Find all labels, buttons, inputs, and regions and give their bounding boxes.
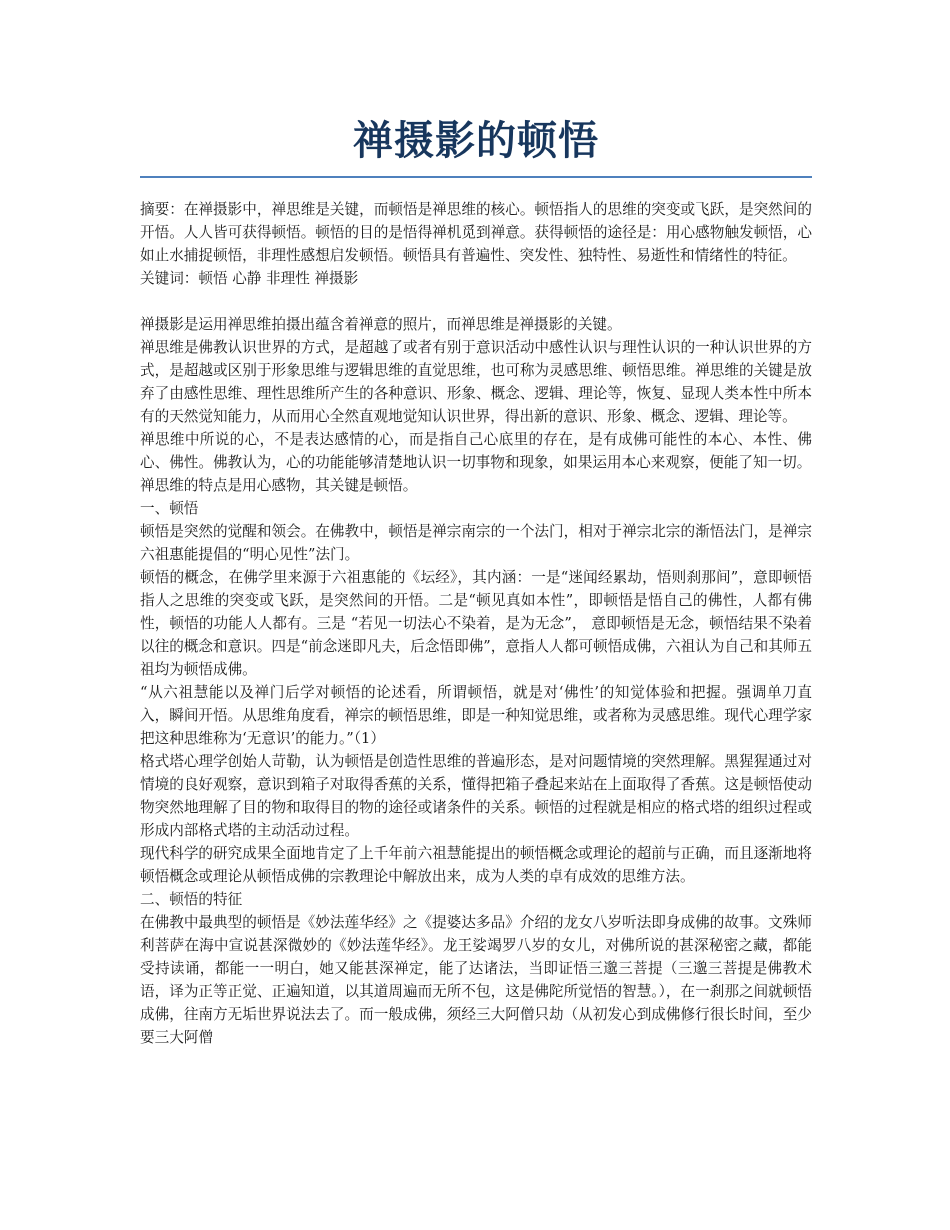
body-paragraph: 摘要：在禅摄影中，禅思维是关键，而顿悟是禅思维的核心。顿悟指人的思维的突变或飞跃，是突然间的开悟。人人皆可获得顿悟。顿悟的目的是悟得禅机觅到禅意。获得顿悟的途径是：用心感物触发顿悟，心如止水捕捉顿悟，非理性感想启发顿悟。顿悟具有普遍性、突发性、独特性、易逝性和情绪性的特征。 [140, 201, 812, 264]
document-page [140, 112, 812, 1049]
body-paragraph: 一、顿悟 [140, 500, 199, 517]
body-paragraph [140, 290, 812, 313]
body-paragraph: “从六祖慧能以及禅门后学对顿悟的论述看，所谓顿悟，就是对‘佛性’的知觉体验和把握。强调单刀直入，瞬间开悟。从思维角度看，禅宗的顿悟思维，即是一种知觉思维，或者称为灵感思维。现代心理学家把这种思维称为‘无意识’的能力。”（1） [140, 684, 812, 747]
document-title: 禅摄影的顿悟 [353, 118, 599, 164]
body-paragraph: 顿悟是突然的觉醒和领会。在佛教中，顿悟是禅宗南宗的一个法门，相对于禅宗北宗的渐悟法门，是禅宗六祖惠能提倡的“明心见性”法门。 [140, 523, 812, 563]
body-paragraph: 禅思维是佛教认识世界的方式，是超越了或者有别于意识活动中感性认识与理性认识的一种认识世界的方式，是超越或区别于形象思维与逻辑思维的直觉思维，也可称为灵感思维、顿悟思维。禅思维的关键是放弃了由感性思维、理性思维所产生的各种意识、形象、概念、逻辑、理论等，恢复、显现人类本性中所本有的天然觉知能力，从而用心全然直观地觉知认识世界，得出新的意识、形象、概念、逻辑、理论等。 [140, 339, 812, 425]
title-underline [140, 176, 812, 178]
document-body [140, 198, 812, 1049]
body-paragraph: 现代科学的研究成果全面地肯定了上千年前六祖慧能提出的顿悟概念或理论的超前与正确，而且逐渐地将顿悟概念或理论从顿悟成佛的宗教理论中解放出来，成为人类的卓有成效的思维方法。 [140, 845, 812, 885]
body-paragraph: 二、顿悟的特征 [140, 891, 243, 908]
body-paragraph: 禅摄影是运用禅思维拍摄出蕴含着禅意的照片，而禅思维是禅摄影的关键。 [140, 316, 622, 333]
body-paragraph: 禅思维中所说的心，不是表达感情的心，而是指自己心底里的存在，是有成佛可能性的本心、本性、佛心、佛性。佛教认为，心的功能能够清楚地认识一切事物和现象，如果运用本心来观察，便能了知一切。 [140, 431, 812, 471]
body-paragraph: 顿悟的概念，在佛学里来源于六祖惠能的《坛经》，其内涵：一是“迷闻经累劫，悟则刹那间”，意即顿悟指人之思维的突变或飞跃，是突然间的开悟。二是“顿见真如本性”，即顿悟是悟自己的佛性，人都有佛性，顿悟的功能人人都有。三是 “若见一切法心不染着，是为无念”， 意即顿悟是无念，顿悟结果不染着以往的概念和意识。四是“前念迷即凡夫，后念悟即佛”，意指人人都可顿悟成佛，六祖认为自己和其师五祖均为顿悟成佛。 [140, 569, 812, 678]
body-paragraph: 关键词：顿悟 心静 非理性 禅摄影 [140, 270, 359, 287]
body-paragraph: 禅思维的特点是用心感物，其关键是顿悟。 [140, 477, 418, 494]
body-paragraph: 格式塔心理学创始人苛勒，认为顿悟是创造性思维的普遍形态，是对问题情境的突然理解。黑猩猩通过对情境的良好观察，意识到箱子对取得香蕉的关系，懂得把箱子叠起来站在上面取得了香蕉。这是顿悟使动物突然地理解了目的物和取得目的物的途径或诸条件的关系。顿悟的过程就是相应的格式塔的组织过程或形成内部格式塔的主动活动过程。 [140, 753, 812, 839]
body-paragraph: 在佛教中最典型的顿悟是《妙法莲华经》之《提婆达多品》介绍的龙女八岁听法即身成佛的故事。文殊师利菩萨在海中宣说甚深微妙的《妙法莲华经》。龙王娑竭罗八岁的女儿，对佛所说的甚深秘密之藏，都能受持读诵，都能一一明白，她又能甚深禅定，能了达诸法，当即证悟三邈三菩提（三邈三菩提是佛教术语，译为正等正觉、正遍知道，以其道周遍而无所不包，这是佛陀所觉悟的智慧。），在一刹那之间就顿悟成佛，往南方无垢世界说法去了。而一般成佛，须经三大阿僧只劫（从初发心到成佛修行很长时间，至少要三大阿僧 [140, 914, 812, 1046]
